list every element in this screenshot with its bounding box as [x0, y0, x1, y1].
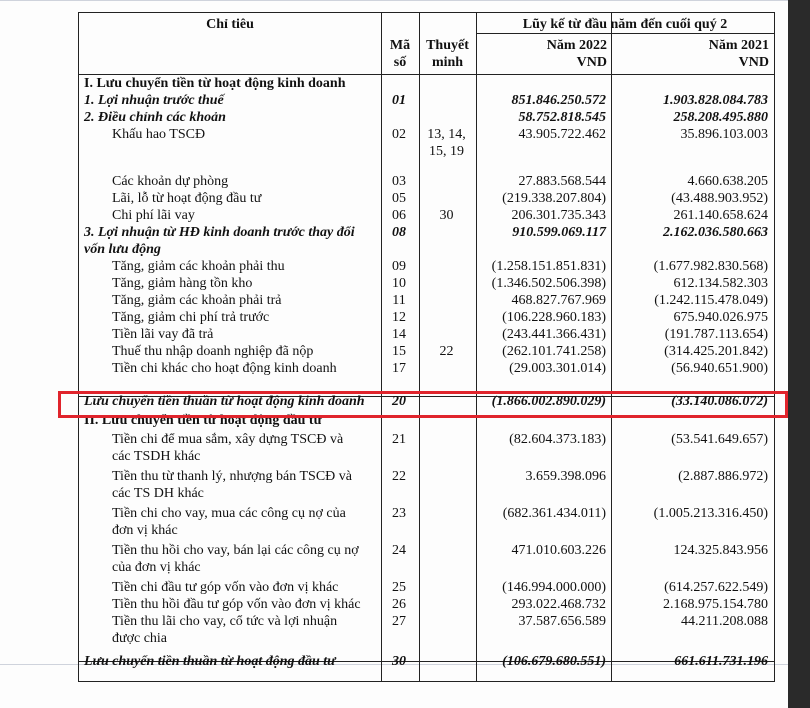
row-value-2022: 37.587.656.589	[518, 614, 606, 629]
row-code: 17	[392, 361, 406, 376]
header-unit: VND	[576, 55, 607, 70]
row-code: 22	[392, 469, 406, 484]
header-year-2022: Năm 2022	[546, 38, 607, 53]
row-value-2022: 3.659.398.096	[525, 469, 606, 484]
row-value-2022: (262.101.741.258)	[502, 344, 606, 359]
row-value-2022: (82.604.373.183)	[509, 432, 606, 447]
row-label: Lưu chuyển tiền thuần từ hoạt động kinh doanh	[84, 394, 365, 409]
row-code: 09	[392, 259, 406, 274]
row-label: Tiền chi để mua sắm, xây dựng TSCĐ và	[112, 432, 344, 447]
row-code: 14	[392, 327, 406, 342]
row-label: 2. Điều chỉnh các khoản	[84, 110, 226, 125]
row-value-2021: (43.488.903.952)	[671, 191, 768, 206]
row-value-2022: 910.599.069.117	[512, 225, 606, 240]
row-value-2022: 43.905.722.462	[518, 127, 606, 142]
row-value-2021: 2.162.036.580.663	[663, 225, 768, 240]
row-label: 1. Lợi nhuận trước thuế	[84, 93, 224, 108]
row-code: 25	[392, 580, 406, 595]
row-label: Tiền chi đầu tư góp vốn vào đơn vị khác	[112, 580, 339, 595]
row-value-2022: (682.361.434.011)	[502, 506, 606, 521]
row-value-2021: 124.325.843.956	[673, 543, 768, 558]
row-code: 01	[392, 93, 406, 108]
row-label-cont: của đơn vị khác	[112, 560, 201, 575]
row-value-2022: (219.338.207.804)	[502, 191, 606, 206]
row-value-2022: (106.679.680.551)	[502, 654, 606, 669]
row-value-2021: (1.677.982.830.568)	[653, 259, 768, 274]
row-label: Tiền chi cho vay, mua các công cụ nợ của	[112, 506, 346, 521]
page-rule	[0, 0, 788, 1]
row-value-2021: 2.168.975.154.780	[663, 597, 768, 612]
row-value-2021: 661.611.731.196	[674, 654, 768, 669]
row-value-2021: (33.140.086.072)	[671, 394, 768, 409]
row-code: 30	[392, 654, 406, 669]
header-thuyet-minh: Thuyết	[426, 38, 469, 53]
header-unit: VND	[738, 55, 769, 70]
row-value-2022: (243.441.366.431)	[502, 327, 606, 342]
row-label: Khấu hao TSCĐ	[112, 127, 206, 142]
row-value-2021: 1.903.828.084.783	[663, 93, 768, 108]
row-label-cont: được chia	[112, 631, 168, 646]
row-value-2021: 35.896.103.003	[680, 127, 768, 142]
row-value-2022: (146.994.000.000)	[502, 580, 606, 595]
row-value-2022: (1.346.502.506.398)	[491, 276, 606, 291]
row-code: 26	[392, 597, 406, 612]
header-chi-tieu: Chỉ tiêu	[206, 17, 254, 32]
row-code: 15	[392, 344, 406, 359]
row-value-2022: 58.752.818.545	[518, 110, 606, 125]
row-value-2022: 27.883.568.544	[518, 174, 606, 189]
row-value-2021: (56.940.651.900)	[671, 361, 768, 376]
row-code: 08	[392, 225, 406, 240]
row-label-cont: vốn lưu động	[84, 242, 161, 257]
row-label-cont: đơn vị khác	[112, 523, 178, 538]
viewer-edge	[788, 0, 810, 708]
row-label: Tiền thu hồi cho vay, bán lại các công cụ nợ	[112, 543, 359, 558]
row-value-2021: (2.887.886.972)	[678, 469, 768, 484]
row-value-2022: 851.846.250.572	[511, 93, 606, 108]
row-code: 27	[392, 614, 406, 629]
row-label: Thuế thu nhập doanh nghiệp đã nộp	[112, 344, 314, 359]
row-value-2022: 206.301.735.343	[511, 208, 606, 223]
row-label: Tiền chi khác cho hoạt động kinh doanh	[112, 361, 337, 376]
row-label: Tăng, giảm chi phí trả trước	[112, 310, 270, 325]
row-label: II. Lưu chuyển tiền từ hoạt động đầu tư	[84, 413, 322, 428]
row-note: 13, 14,	[427, 127, 466, 142]
row-note-cont: 15, 19	[429, 144, 464, 159]
row-code: 23	[392, 506, 406, 521]
highlight-box	[58, 391, 788, 418]
header-luy-ke: Lũy kế từ đầu năm đến cuối quý 2	[522, 17, 728, 32]
row-label: Các khoản dự phòng	[112, 174, 229, 189]
row-label: Tăng, giảm các khoản phải trả	[112, 293, 282, 308]
row-value-2021: (53.541.649.657)	[671, 432, 768, 447]
row-value-2022: (1.258.151.851.831)	[491, 259, 606, 274]
row-value-2021: (614.257.622.549)	[664, 580, 768, 595]
row-label: Tăng, giảm các khoản phải thu	[112, 259, 285, 274]
header-divider	[476, 33, 774, 34]
row-value-2022: (29.003.301.014)	[509, 361, 606, 376]
row-value-2021: 675.940.026.975	[673, 310, 768, 325]
row-code: 21	[392, 432, 406, 447]
row-label: I. Lưu chuyển tiền từ hoạt động kinh doanh	[84, 76, 346, 91]
row-value-2022: 293.022.468.732	[511, 597, 606, 612]
row-label: Lưu chuyển tiền thuần từ hoạt động đầu tư	[84, 654, 336, 669]
row-value-2021: (1.242.115.478.049)	[654, 293, 768, 308]
row-label: 3. Lợi nhuận từ HĐ kinh doanh trước thay đổi	[84, 225, 355, 240]
header-ma-so: số	[393, 55, 407, 70]
header-ma-so: Mã	[389, 38, 411, 53]
row-label: Tiền thu từ thanh lý, nhượng bán TSCĐ và	[112, 469, 352, 484]
row-code: 05	[392, 191, 406, 206]
row-code: 24	[392, 543, 406, 558]
row-label: Tăng, giảm hàng tồn kho	[112, 276, 253, 291]
row-value-2021: (191.787.113.654)	[664, 327, 768, 342]
row-label: Chi phí lãi vay	[112, 208, 195, 223]
row-label: Lãi, lỗ từ hoạt động đầu tư	[112, 191, 262, 206]
row-value-2021: 612.134.582.303	[673, 276, 768, 291]
row-code: 06	[392, 208, 406, 223]
row-value-2022: (106.228.960.183)	[502, 310, 606, 325]
row-label-cont: các TSDH khác	[112, 449, 201, 464]
row-value-2021: 261.140.658.624	[673, 208, 768, 223]
row-label: Tiền thu hồi đầu tư góp vốn vào đơn vị khác	[112, 597, 361, 612]
header-year-2021: Năm 2021	[708, 38, 769, 53]
row-label: Tiền thu lãi cho vay, cổ tức và lợi nhuận	[112, 614, 338, 629]
row-value-2021: (1.005.213.316.450)	[653, 506, 768, 521]
row-value-2021: 258.208.495.880	[673, 110, 768, 125]
row-value-2022: (1.866.002.890.029)	[491, 394, 606, 409]
row-value-2022: 468.827.767.969	[511, 293, 606, 308]
row-value-2021: (314.425.201.842)	[664, 344, 768, 359]
row-code: 03	[392, 174, 406, 189]
row-label: Tiền lãi vay đã trả	[112, 327, 214, 342]
row-code: 20	[392, 394, 406, 409]
row-note: 30	[439, 208, 454, 223]
row-label-cont: các TS DH khác	[112, 486, 204, 501]
row-code: 10	[392, 276, 406, 291]
row-code: 02	[392, 127, 406, 142]
row-code: 12	[392, 310, 406, 325]
header-thuyet-minh: minh	[431, 55, 464, 70]
row-note: 22	[439, 344, 454, 359]
row-value-2021: 4.660.638.205	[687, 174, 768, 189]
row-value-2021: 44.211.208.088	[681, 614, 768, 629]
row-value-2022: 471.010.603.226	[511, 543, 606, 558]
row-code: 11	[392, 293, 406, 308]
